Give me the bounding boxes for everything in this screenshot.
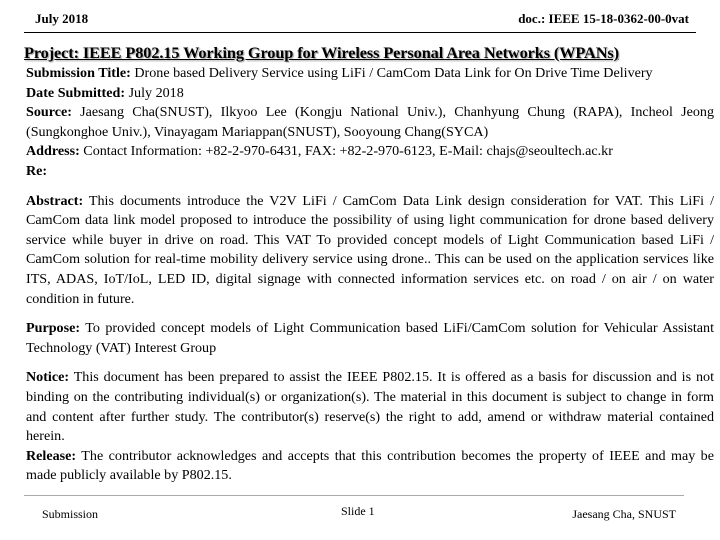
submission-title-label: Submission Title:: [26, 65, 131, 81]
notice-value: This document has been prepared to assist the IEEE P802.15. It is offered as a basis for discussion and is not binding on the contributing individual(s) or organization(s). The material in this document is subject to change in form and content after further study. The contributor(s) reserve(s) the right to add, amend or withdraw material contained herein.: [26, 369, 714, 445]
address-label: Address:: [26, 143, 80, 160]
footer-divider: [24, 495, 684, 496]
release-paragraph: [26, 447, 714, 486]
date-submitted-value: July 2018: [125, 84, 184, 101]
abstract-value: This documents introduce the V2V LiFi / CamCom Data Link design consideration for VAT. This LiFi / CamCom data link model proposed to introduce the possibility of using light communication for drone based delivery service while buyer in drive on road. This VAT To provided concept models of Light Communication based LiFi / CamCom solution for real-time mobility delivery service using drone.. This can be used on the application services like ITS, ADAS, IoT/IoL, LED ID, digital signage with connected information services etc. on road / on air / on water condition in future.: [26, 192, 714, 307]
source-value: Jaesang Cha(SNUST), Ilkyoo Lee (Kongju National Univ.), Chanhyung Chung (RAPA), Incheol Jeong (Sungkonghoe Univ.), Vinayagam Mariappan(SNUST), Sooyoung Chang(SYCA): [26, 104, 714, 140]
release-label: Release:: [26, 447, 77, 464]
header-divider: [24, 32, 696, 33]
date-submitted-paragraph: [26, 84, 714, 104]
project-title: Project: IEEE P802.15 Working Group for Wireless Personal Area Networks (WPANs): [24, 43, 619, 62]
purpose-label: Purpose:: [26, 320, 81, 337]
footer-slide-number: Slide 1: [341, 504, 375, 518]
header-doc-id: doc.: IEEE 15-18-0362-00-0vat: [518, 11, 689, 26]
submission-title-value: Drone based Delivery Service using LiFi / CamCom Data Link for On Drive Time Delivery: [130, 65, 653, 81]
purpose-value: To provided concept models of Light Communication based LiFi/CamCom solution for Vehicular Assistant Technology (VAT) Interest Group: [26, 320, 714, 356]
release-value: The contributor acknowledges and accepts that this contribution becomes the property of IEEE and may be made publicly available by P802.15.: [26, 447, 714, 484]
source-label: Source:: [26, 104, 72, 121]
notice-paragraph: [26, 368, 714, 446]
footer-author: Jaesang Cha, SNUST: [572, 507, 676, 521]
source-paragraph: [26, 103, 714, 142]
slide-content: [26, 64, 714, 486]
re-paragraph: [26, 162, 714, 182]
footer-submission: Submission: [42, 507, 99, 521]
date-submitted-label: Date Submitted:: [26, 84, 126, 101]
re-label: Re:: [26, 162, 48, 179]
abstract-label: Abstract:: [26, 192, 84, 209]
address-value: Contact Information: +82-2-970-6431, FAX: +82-2-970-6123, E-Mail: chajs@seoultech.ac.kr: [79, 143, 613, 160]
header-date: July 2018: [35, 11, 89, 26]
purpose-paragraph: [26, 319, 714, 358]
submission-title-paragraph: [26, 64, 714, 84]
abstract-paragraph: [26, 192, 714, 310]
address-paragraph: [26, 142, 714, 162]
notice-label: Notice:: [26, 369, 70, 386]
